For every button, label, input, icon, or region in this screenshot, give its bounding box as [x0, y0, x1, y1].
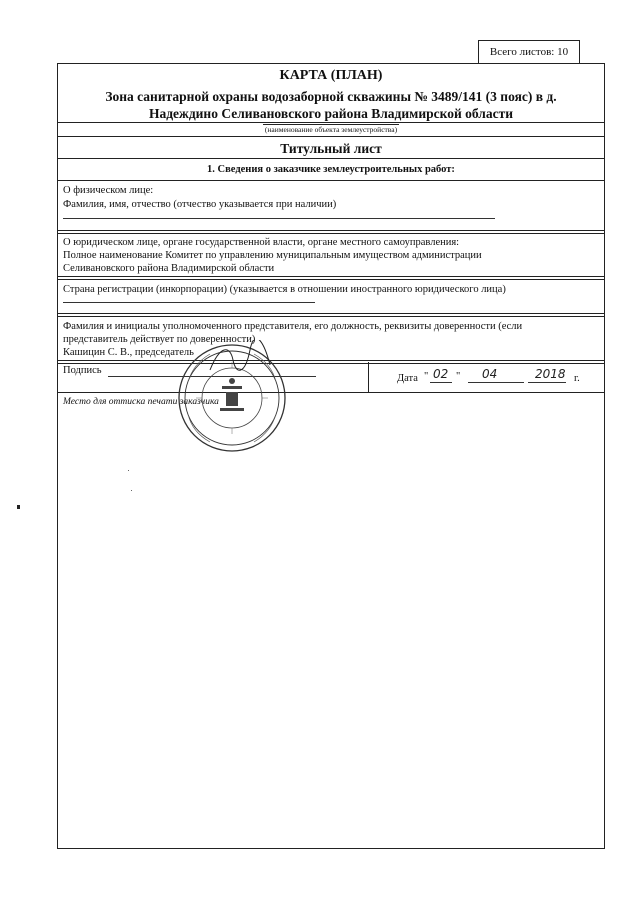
legal-entity-name-line2: Селивановского района Владимирской области [63, 263, 275, 274]
signature-date-separator [368, 362, 369, 392]
divider-caption [57, 136, 605, 137]
divider-representative [57, 360, 605, 364]
individual-name-field [63, 218, 495, 219]
representative-label-line2: представитель действует по доверенности) [63, 334, 256, 345]
scan-speck [131, 490, 132, 491]
divider-title [57, 122, 605, 123]
date-month: 04 [482, 367, 498, 381]
object-name [57, 88, 605, 122]
date-quote-close: " [456, 371, 461, 382]
date-day-line [430, 382, 452, 383]
signature-label: Подпись [63, 365, 102, 376]
divider-section1 [57, 180, 605, 181]
date-day: 02 [433, 367, 449, 381]
individual-heading: О физическом лице: [63, 185, 154, 196]
total-sheets-box [478, 40, 580, 64]
divider-registration [57, 313, 605, 317]
handwritten-signature [205, 340, 275, 380]
scan-speck [17, 505, 20, 509]
date-month-line [468, 382, 524, 383]
total-sheets-label: Всего листов: 10 [489, 46, 569, 58]
divider-individual [57, 230, 605, 234]
date-quote-open: " [424, 371, 429, 382]
document-title: КАРТА (ПЛАН) [279, 68, 383, 83]
registration-label: Страна регистрации (инкорпорации) (указывается в отношении иностранного юридического лица) [63, 284, 506, 295]
date-suffix: г. [574, 373, 580, 384]
divider-sheet-title [57, 158, 605, 159]
object-name-line2: Надеждино Селивановского района Владимирской области [148, 106, 514, 121]
date-label: Дата [397, 373, 418, 384]
object-name-line1: Зона санитарной охраны водозаборной скважины № 3489/141 (3 пояс) в д. [105, 89, 557, 104]
legal-entity-heading: О юридическом лице, органе государственной власти, органе местного самоуправления: [63, 237, 460, 248]
scan-speck [128, 470, 129, 471]
sheet-title: Титульный лист [280, 141, 382, 156]
object-caption-text: (наименование объекта землеустройства) [264, 125, 398, 134]
object-caption [57, 125, 605, 134]
divider-signature [57, 392, 605, 393]
individual-name-label: Фамилия, имя, отчество (отчество указывается при наличии) [63, 199, 337, 210]
stamp-place-label: Место для оттиска печати заказчика [63, 397, 219, 407]
date-year-line [528, 382, 566, 383]
divider-legal-entity [57, 276, 605, 280]
representative-value: Кашицин С. В., председатель [63, 347, 194, 358]
representative-label-line1: Фамилия и инициалы уполномоченного представителя, его должность, реквизиты доверенности (если [63, 321, 523, 332]
registration-field [63, 302, 315, 303]
legal-entity-name-line1: Полное наименование Комитет по управлению муниципальным имуществом администрации [63, 250, 482, 261]
section1-title: 1. Сведения о заказчике землеустроительных работ: [207, 164, 455, 175]
date-year: 2018 [535, 367, 566, 381]
